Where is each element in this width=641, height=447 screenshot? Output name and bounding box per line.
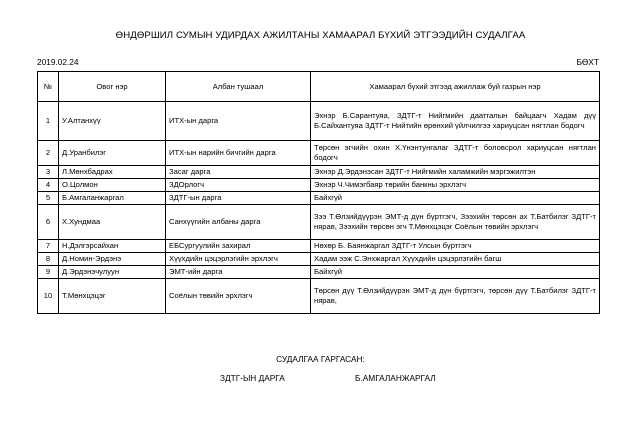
row-number: 7 xyxy=(38,240,59,253)
table-row xyxy=(38,179,600,192)
row-relation: Төрсөн эгчийн охин Х.Үнэнтунгалаг ЗДТГ-т боловсрол хариуцсан нягтлан бодогч xyxy=(311,141,600,166)
row-number: 5 xyxy=(38,192,59,205)
table-row xyxy=(38,205,600,240)
row-relation: Байхгүй xyxy=(311,266,600,279)
table-row xyxy=(38,102,600,141)
row-name: У.Алтанхүү xyxy=(59,102,166,141)
row-relation: Хадам ээж С.Энхжаргал Хүүхдийн цэцэрлэгийн багш xyxy=(311,253,600,266)
table-row xyxy=(38,279,600,314)
row-name: Х.Хундмаа xyxy=(59,205,166,240)
table-row xyxy=(38,266,600,279)
row-number: 6 xyxy=(38,205,59,240)
row-position: ЗДОрлогч xyxy=(166,179,311,192)
table-row xyxy=(38,141,600,166)
row-name: Д.Эрдэнэчулуун xyxy=(59,266,166,279)
row-name: Д.Уранбилэг xyxy=(59,141,166,166)
row-relation: Эхнэр Д.Эрдэнэсан ЗДТГ-т Нийгмийн халамжийн мэргэжилтэн xyxy=(311,166,600,179)
table-row xyxy=(38,192,600,205)
document-title: ӨНДӨРШИЛ СУМЫН УДИРДАХ АЖИЛТАНЫ ХАМААРАЛ БҮХИЙ ЭТГЭЭДИЙН СУДАЛГАА xyxy=(115,30,526,41)
row-relation: Байхгүй xyxy=(311,192,600,205)
row-relation: Эхнэр Ч.Чимэгбаяр төрийн банкны эрхлэгч xyxy=(311,179,600,192)
table-header-row xyxy=(38,72,600,102)
signature-title: СУДАЛГАА ГАРГАСАН: xyxy=(276,354,365,364)
table-row xyxy=(38,240,600,253)
header-position: Албан тушаал xyxy=(166,72,311,102)
row-name: Т.Мөнхцэцэг xyxy=(59,279,166,314)
row-number: 9 xyxy=(38,266,59,279)
row-number: 3 xyxy=(38,166,59,179)
row-position: ИТХ-ын нарийн бичгийн дарга xyxy=(166,141,311,166)
signature-position: ЗДТГ-ЫН ДАРГА xyxy=(220,373,285,383)
row-number: 8 xyxy=(38,253,59,266)
header-number: № xyxy=(38,72,59,102)
document-place: БӨХТ xyxy=(576,57,599,67)
row-position: ЗДТГ-ын дарга xyxy=(166,192,311,205)
signature-name: Б.АМГАЛАНЖАРГАЛ xyxy=(355,373,436,383)
row-name: О.Цолмон xyxy=(59,179,166,192)
row-number: 4 xyxy=(38,179,59,192)
row-number: 1 xyxy=(38,102,59,141)
row-position: ИТХ-ын дарга xyxy=(166,102,311,141)
row-name: Н.Дэлгэрсайхан xyxy=(59,240,166,253)
row-position: Хүүхдийн цэцэрлэгийн эрхлэгч xyxy=(166,253,311,266)
row-relation: Зээ Т.Өлзийдүүрэн ЭМТ-д дүн бүртгэгч, Зээхийн төрсөн ах Т.Батбилэг ЗДТГ-т нярав, Зээхийн төрсөн эгч Т.Мөнхцэцэг Соёлын төвийн эрхлэгч xyxy=(311,205,600,240)
header-relation: Хамаарал бүхий этгээд ажиллаж буй газрын нэр xyxy=(311,72,600,102)
row-number: 10 xyxy=(38,279,59,314)
table-row xyxy=(38,253,600,266)
row-relation: Эхнэр Б.Сарантуяа, ЗДТГ-т Нийгмийн даатгалын байцаагч Хадам дүү Б.Сайхантуяа ЗДТГ-т Нийтийн өрөнхий үйлчилгээ хариуцсан нягтлан бодогч xyxy=(311,102,600,141)
row-number: 2 xyxy=(38,141,59,166)
header-name: Овог нэр xyxy=(59,72,166,102)
row-position: Соёлын төвийн эрхлэгч xyxy=(166,279,311,314)
row-position: Засаг дарга xyxy=(166,166,311,179)
row-position: ЭМТ-ийн дарга xyxy=(166,266,311,279)
table-row xyxy=(38,166,600,179)
row-position: Санхүүгийн албаны дарга xyxy=(166,205,311,240)
row-relation: Төрсөн дүү Т.Өлзийдүүрэн ЭМТ-д дүн бүртгэгч, төрсөн дүү Т.Батбилэг ЗДТГ-т нярав, xyxy=(311,279,600,314)
row-position: ЕБСургуулийн захирал xyxy=(166,240,311,253)
row-relation: Нөхөр Б. Баянжаргал ЗДТГ-т Улсын бүртгэгч xyxy=(311,240,600,253)
relations-table xyxy=(37,71,600,314)
row-name: Б.Амгаланжаргал xyxy=(59,192,166,205)
row-name: Л.Мөнхбадрах xyxy=(59,166,166,179)
row-name: Д.Номин-Эрдэнэ xyxy=(59,253,166,266)
document-date: 2019.02.24 xyxy=(37,57,79,67)
